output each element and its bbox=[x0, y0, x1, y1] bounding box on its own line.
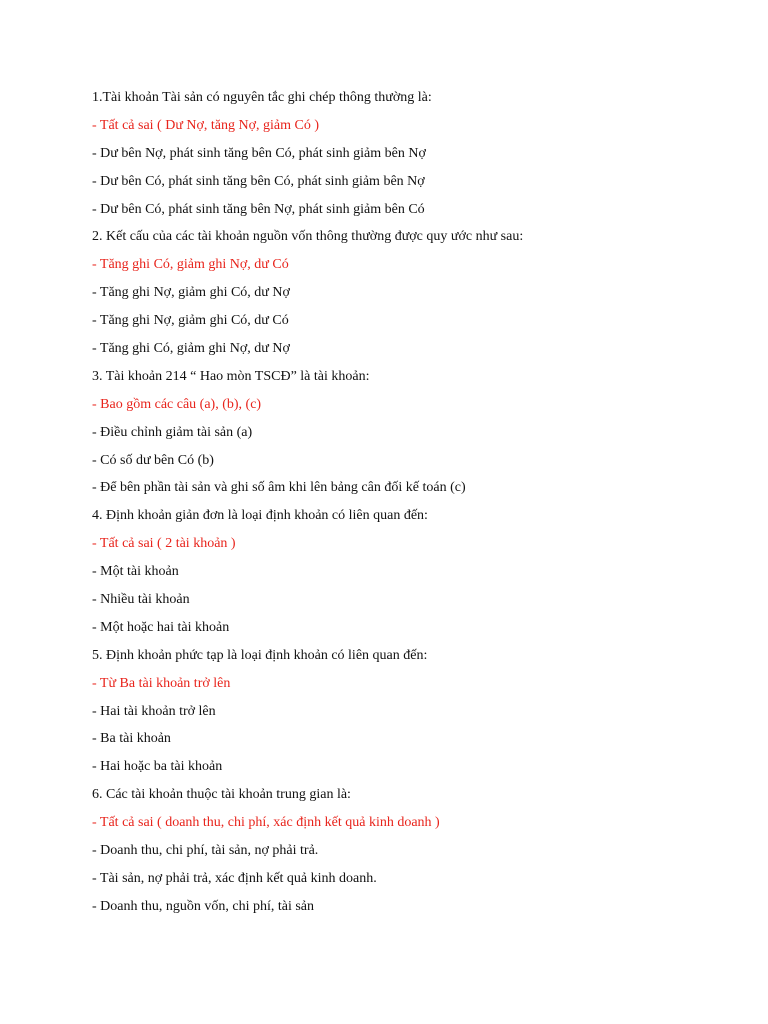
question-5-text: 5. Định khoản phức tạp là loại định khoản có liên quan đến: bbox=[92, 647, 428, 663]
question-4-answer: - Tất cả sai ( 2 tài khoản ) bbox=[92, 536, 236, 552]
question-5-answer: - Từ Ba tài khoản trở lên bbox=[92, 675, 231, 691]
question-1-option-2: - Dư bên Có, phát sinh tăng bên Có, phát sinh giảm bên Nợ bbox=[92, 173, 425, 189]
question-6-option-1: - Doanh thu, chi phí, tài sản, nợ phải trả. bbox=[92, 843, 319, 859]
question-2-option-3: - Tăng ghi Có, giảm ghi Nợ, dư Nợ bbox=[92, 341, 290, 357]
question-1-option-3: - Dư bên Có, phát sinh tăng bên Nợ, phát sinh giảm bên Có bbox=[92, 201, 425, 217]
question-3-option-2: - Có số dư bên Có (b) bbox=[92, 452, 214, 468]
question-3-answer: - Bao gồm các câu (a), (b), (c) bbox=[92, 396, 262, 412]
question-4-option-2: - Nhiều tài khoản bbox=[92, 592, 190, 608]
question-1-answer: - Tất cả sai ( Dư Nợ, tăng Nợ, giảm Có ) bbox=[92, 117, 320, 133]
question-4-option-1: - Một tài khoản bbox=[92, 564, 179, 580]
question-6-option-3: - Doanh thu, nguồn vốn, chi phí, tài sản bbox=[92, 898, 315, 914]
question-3-option-1: - Điều chỉnh giảm tài sản (a) bbox=[92, 424, 253, 440]
question-6-option-2: - Tài sản, nợ phải trả, xác định kết quả kinh doanh. bbox=[92, 870, 377, 886]
question-5-option-1: - Hai tài khoản trở lên bbox=[92, 703, 216, 719]
question-6-text: 6. Các tài khoản thuộc tài khoản trung gian là: bbox=[92, 787, 351, 803]
question-2-option-2: - Tăng ghi Nợ, giảm ghi Có, dư Có bbox=[92, 313, 289, 329]
document-content bbox=[92, 84, 732, 921]
question-5-option-2: - Ba tài khoản bbox=[92, 731, 171, 747]
question-5-option-3: - Hai hoặc ba tài khoản bbox=[92, 759, 223, 775]
question-4-option-3: - Một hoặc hai tài khoản bbox=[92, 619, 230, 635]
question-6-answer: - Tất cả sai ( doanh thu, chi phí, xác định kết quả kinh doanh ) bbox=[92, 815, 440, 831]
question-1-option-1: - Dư bên Nợ, phát sinh tăng bên Có, phát sinh giảm bên Nợ bbox=[92, 145, 426, 161]
question-3-option-3: - Để bên phần tài sản và ghi số âm khi lên bảng cân đối kế toán (c) bbox=[92, 480, 466, 496]
question-1-text: 1.Tài khoản Tài sản có nguyên tắc ghi chép thông thường là: bbox=[92, 90, 432, 105]
question-2-answer: - Tăng ghi Có, giảm ghi Nợ, dư Có bbox=[92, 257, 289, 273]
question-2-option-1: - Tăng ghi Nợ, giảm ghi Có, dư Nợ bbox=[92, 285, 290, 301]
question-2-text: 2. Kết cấu của các tài khoản nguồn vốn thông thường được quy ước như sau: bbox=[92, 229, 524, 245]
question-4-text: 4. Định khoản giản đơn là loại định khoản có liên quan đến: bbox=[92, 508, 428, 524]
question-3-text: 3. Tài khoản 214 “ Hao mòn TSCĐ” là tài khoản: bbox=[92, 368, 370, 384]
